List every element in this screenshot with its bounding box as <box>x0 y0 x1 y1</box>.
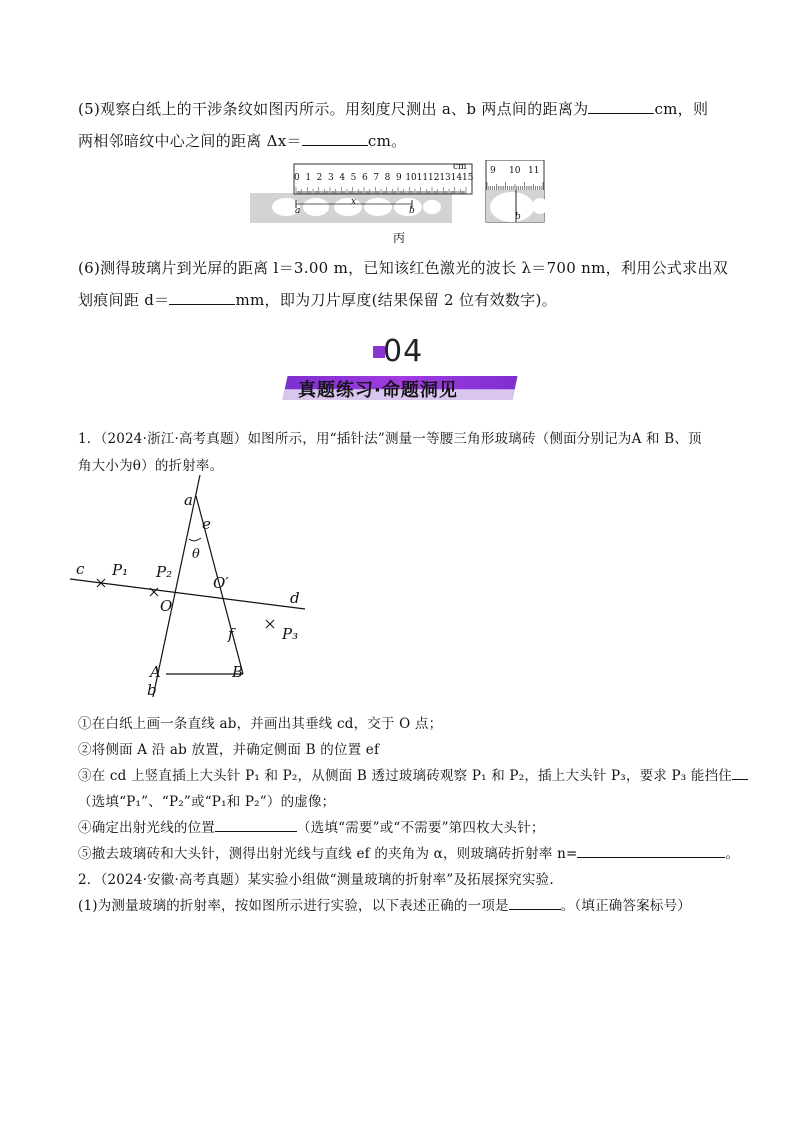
step-2: ②将侧面 A 沿 ab 放置，并确定侧面 B 的位置 ef <box>78 742 380 758</box>
step-3: ③在 cd 上竖直插上大头针 P₁ 和 P₂，从侧面 B 透过玻璃砖观察 P₁ 和 P₂，插上大头针 P₃，要求 P₃ 能挡住 <box>78 764 748 784</box>
label-e: e <box>202 515 211 533</box>
label-p3: P₃ <box>282 625 299 643</box>
zoom-fringe <box>490 192 534 222</box>
label-p2: P₂ <box>156 563 173 581</box>
answer-blank[interactable] <box>215 817 297 832</box>
p1-line1: 1．（2024·浙江·高考真题）如图所示，用“插针法”测量一等腰三角形玻璃砖（侧面分别记为A 和 B、顶 <box>78 431 702 447</box>
fringe <box>394 198 422 216</box>
zoom-number: 9 <box>490 166 496 176</box>
ruler-number: 10 <box>405 173 417 183</box>
p2-line1: 2．（2024·安徽·高考真题）某实验小组做“测量玻璃的折射率”及拓展探究实验. <box>78 872 554 888</box>
zoom-number: 10 <box>509 166 521 176</box>
label-a: a <box>184 491 193 509</box>
answer-blank[interactable] <box>732 765 748 780</box>
answer-blank[interactable] <box>588 99 654 114</box>
zoom-number: 11 <box>528 166 540 176</box>
fringe <box>334 198 362 216</box>
ruler-number: 14 <box>450 173 463 183</box>
fringe <box>303 198 329 216</box>
label-A: A <box>150 663 161 681</box>
zoom-label-b: b <box>515 212 521 222</box>
answer-blank[interactable] <box>509 895 561 910</box>
label-f: f <box>228 625 234 643</box>
q5-line1: (5)观察白纸上的干涉条纹如图丙所示。用刻度尺测出 a、b 两点间的距离为 cm，则 <box>78 100 709 118</box>
zoom-numbers <box>486 166 544 178</box>
q5-line2: 两相邻暗纹中心之间的距离 Δx＝ cm。 <box>78 132 407 150</box>
label-b: b <box>147 681 157 699</box>
answer-blank[interactable] <box>302 131 368 146</box>
ruler-number: 8 <box>384 173 391 183</box>
fringe <box>364 198 392 216</box>
label-o: O <box>160 597 173 615</box>
ruler-number: 12 <box>428 173 440 183</box>
answer-blank[interactable] <box>577 843 725 858</box>
ruler-number: 6 <box>362 173 368 183</box>
line-cd <box>70 579 305 609</box>
step-3-cont: （选填“P₁”、“P₂”或“P₁和 P₂”）的虚像； <box>78 794 336 810</box>
section-number: 04 <box>383 334 424 369</box>
step-5: ⑤撤去玻璃砖和大头针，测得出射光线与直线 ef 的夹角为 α，则玻璃砖折射率 n= 。 <box>78 842 739 862</box>
ruler-number: 0 <box>294 173 300 183</box>
label-x: x <box>351 197 357 207</box>
label-c: c <box>76 560 85 578</box>
step-4: ④确定出射光线的位置 （选填“需要”或“不需要”第四枚大头针； <box>78 816 545 836</box>
q6-line1: (6)测得玻璃片到光屏的距离 l＝3.00 m，已知该红色激光的波长 λ＝700 nm，利用公式求出双 <box>78 259 729 277</box>
label-b: b <box>409 206 415 216</box>
ruler-number: 11 <box>416 173 429 183</box>
ruler-number: 7 <box>373 173 380 183</box>
ruler-unit: cm <box>453 162 467 172</box>
ruler-number: 13 <box>439 173 451 183</box>
answer-blank[interactable] <box>169 290 235 305</box>
p1-line2: 角大小为θ）的折射率。 <box>78 458 224 474</box>
label-a: a <box>295 206 301 216</box>
ruler-number: 15 <box>462 173 474 183</box>
fringe <box>423 200 441 214</box>
label-p1: P₁ <box>112 561 129 579</box>
label-theta: θ <box>192 547 200 562</box>
figure-prism <box>70 475 310 700</box>
label-d: d <box>290 589 300 607</box>
figure-caption: 丙 <box>393 231 406 245</box>
ruler-number: 5 <box>350 173 357 183</box>
q6-line2: 划痕间距 d＝ mm，即为刀片厚度(结果保留 2 位有效数字)。 <box>78 291 557 309</box>
theta-arc <box>189 538 201 541</box>
ruler-number: 4 <box>339 173 346 183</box>
ruler-numbers <box>294 173 472 185</box>
step-1: ①在白纸上画一条直线 ab，并画出其垂线 cd，交于 O 点； <box>78 716 443 732</box>
zoom-fringe <box>532 198 548 214</box>
ruler-number: 3 <box>328 173 334 183</box>
label-o-prime: O′ <box>213 574 229 592</box>
section-title: 真题练习·命题洞见 <box>298 380 458 401</box>
ruler-number: 2 <box>316 173 323 183</box>
ruler-number: 1 <box>305 173 312 183</box>
ruler-number: 9 <box>396 173 402 183</box>
label-B: B <box>232 663 244 681</box>
p2-line2: (1)为测量玻璃的折射率，按如图所示进行实验，以下表述正确的一项是 。（填正确答案标号） <box>78 894 691 914</box>
